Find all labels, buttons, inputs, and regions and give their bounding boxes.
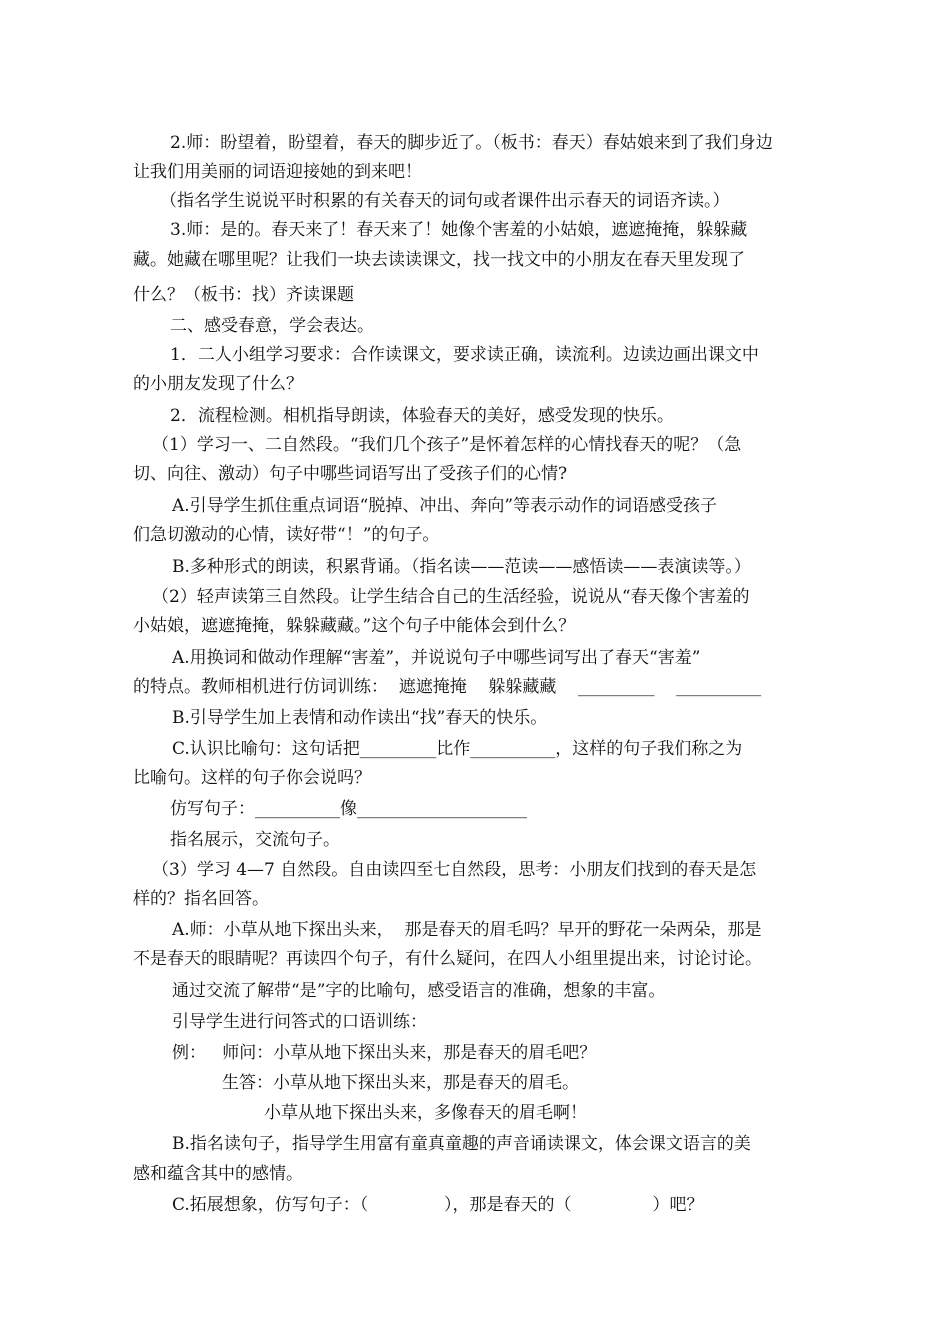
text-line: 小草从地下探出头来，多像春天的眉毛啊！ (264, 1103, 587, 1123)
text-line: （2）轻声读第三自然段。让学生结合自己的生活经验，说说从“春天像个害羞的 (152, 587, 750, 607)
text-line: 不是春天的眼睛呢？再读四个句子，有什么疑问，在四人小组里提出来，讨论讨论。 (133, 949, 762, 969)
text-line: 3.师：是的。春天来了！春天来了！她像个害羞的小姑娘，遮遮掩掩，躲躲藏 (170, 220, 748, 240)
text-line: 小姑娘，遮遮掩掩，躲躲藏藏。”这个句子中能体会到什么？ (133, 616, 576, 636)
text-line: 切、向往、激动）句子中哪些词语写出了受孩子们的心情? (133, 464, 568, 484)
text-line: A.用换词和做动作理解“害羞”，并说说句子中哪些词写出了春天“害羞” (172, 648, 701, 668)
text-line: 2.师：盼望着，盼望着，春天的脚步近了。（板书：春天）春姑娘来到了我们身边 (170, 133, 773, 153)
text-line: 指名展示，交流句子。 (170, 830, 340, 850)
text-line: 感和蕴含其中的感情。 (133, 1164, 303, 1184)
text-line: 比喻句。这样的句子你会说吗？ (133, 768, 371, 788)
text-line: 让我们用美丽的词语迎接她的到来吧！ (133, 162, 422, 182)
text-line: C.拓展想象，仿写句子：（ ），那是春天的（ ）吧？ (172, 1195, 704, 1215)
text-line: 的小朋友发现了什么？ (133, 374, 303, 394)
text-line: 什么？（板书：找）齐读课题 (133, 285, 354, 305)
text-line: 仿写句子：__________像____________________ (170, 799, 527, 819)
text-line: B.引导学生加上表情和动作读出“找”春天的快乐。 (172, 708, 548, 728)
text-line: （1）学习一、二自然段。“我们几个孩子”是怀着怎样的心情找春天的呢？（急 (152, 435, 742, 455)
text-line: 例： 师问：小草从地下探出头来，那是春天的眉毛吧？ (172, 1043, 597, 1063)
text-line: C.认识比喻句：这句话把_________比作__________，这样的句子我们称之为 (172, 739, 743, 759)
section-heading: 二、感受春意，学会表达。 (170, 316, 374, 336)
text-line: 通过交流了解带“是”字的比喻句，感受语言的准确，想象的丰富。 (172, 981, 666, 1001)
text-line: B.指名读句子，指导学生用富有童真童趣的声音诵读课文，体会课文语言的美 (172, 1134, 751, 1154)
text-line: 2．流程检测。相机指导朗读，体验春天的美好，感受发现的快乐。 (170, 406, 674, 426)
text-line: A.师：小草从地下探出头来， 那是春天的眉毛吗？早开的野花一朵两朵，那是 (172, 920, 762, 940)
text-line: 藏。她藏在哪里呢？让我们一块去读读课文，找一找文中的小朋友在春天里发现了 (133, 250, 745, 270)
text-line: B.多种形式的朗读，积累背诵。（指名读——范读——感悟读——表演读等。） (172, 557, 751, 577)
text-line: （指名学生说说平时积累的有关春天的词句或者课件出示春天的词语齐读。） (160, 191, 730, 211)
text-line: 样的？指名回答。 (133, 889, 269, 909)
text-line: 的特点。教师相机进行仿词训练： 遮遮掩掩 躲躲藏藏 _________ __________ (133, 677, 762, 697)
text-line: 生答：小草从地下探出头来，那是春天的眉毛。 (222, 1073, 579, 1093)
text-line: 们急切激动的心情，读好带“！”的句子。 (133, 525, 440, 545)
text-line: （3）学习 4—7 自然段。自由读四至七自然段，思考：小朋友们找到的春天是怎 (152, 860, 757, 880)
text-line: 1．二人小组学习要求：合作读课文，要求读正确，读流利。边读边画出课文中 (170, 345, 759, 365)
text-line: A.引导学生抓住重点词语“脱掉、冲出、奔向”等表示动作的词语感受孩子 (172, 496, 718, 516)
text-line: 引导学生进行问答式的口语训练： (172, 1012, 427, 1032)
